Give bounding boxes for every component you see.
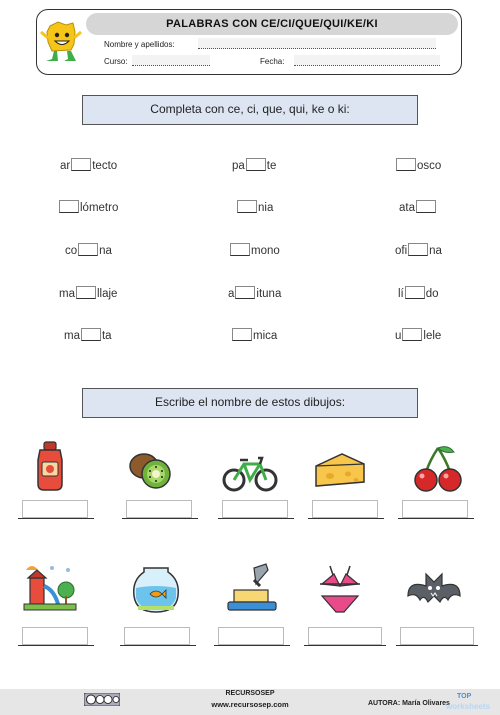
word-suffix: mica [253,330,278,342]
cheese-icon [312,442,368,498]
instruction-write: Escribe el nombre de estos dibujos: [82,388,418,418]
course-field[interactable] [132,55,210,66]
word-prefix: ata [399,202,415,214]
blank-field[interactable] [405,286,425,299]
answer-line [120,645,196,646]
blank-field[interactable] [76,286,96,299]
word-item [65,242,112,260]
blank-field[interactable] [78,243,98,256]
answer-line [396,645,478,646]
word-suffix: ituna [256,288,282,300]
blank-field[interactable] [396,158,416,171]
word-prefix: lí [398,288,404,300]
blank-field[interactable] [246,158,266,171]
word-prefix: ma [59,288,75,300]
word-prefix: ar [60,160,71,172]
blank-field[interactable] [232,328,252,341]
word-item [64,327,112,345]
word-suffix: mono [251,245,280,257]
answer-line [18,518,94,519]
word-item [395,157,441,175]
site-url[interactable]: www.recursosep.com [211,700,289,709]
answer-line [214,645,290,646]
word-prefix: ofi [395,245,408,257]
answer-line [18,645,94,646]
word-prefix: pa [232,160,245,172]
blank-field[interactable] [230,243,250,256]
blank-field[interactable] [81,328,101,341]
answer-field[interactable] [218,627,284,645]
bikini-icon [312,562,368,618]
word-suffix: lómetro [80,202,119,214]
bicycle-icon [222,444,278,500]
word-item [399,199,437,217]
word-item [231,327,277,345]
word-item [395,327,441,345]
name-label: Nombre y apellidos: [104,40,175,49]
answer-line [398,518,474,519]
author: AUTORA: María Olivares [368,700,450,707]
answer-field[interactable] [308,627,382,645]
word-item [228,285,281,303]
blank-field[interactable] [402,328,422,341]
word-item [59,285,117,303]
instruction-complete: Completa con ce, ci, que, qui, ke o ki: [82,95,418,125]
word-suffix: lele [423,330,442,342]
site-name: RECURSOSEP [225,690,275,697]
answer-field[interactable] [22,627,88,645]
date-label: Fecha: [260,57,285,66]
word-item [229,242,280,260]
blank-field[interactable] [71,158,91,171]
answer-field[interactable] [22,500,88,518]
answer-field[interactable] [222,500,288,518]
brand-top: TOP [457,693,472,700]
word-item [60,157,117,175]
blank-field[interactable] [408,243,428,256]
answer-field[interactable] [126,500,192,518]
word-prefix: co [65,245,78,257]
word-suffix: te [266,160,277,172]
answer-line [218,518,294,519]
word-item [395,242,442,260]
word-item [236,199,273,217]
answer-field[interactable] [312,500,378,518]
word-suffix: na [429,245,442,257]
blank-field[interactable] [235,286,255,299]
word-prefix: ma [64,330,80,342]
word-item [398,285,439,303]
answer-field[interactable] [124,627,190,645]
word-suffix: tecto [92,160,118,172]
butter-icon [224,562,280,618]
word-item [232,157,276,175]
ketchup-icon [22,440,78,496]
page-title: PALABRAS CON CE/CI/QUE/QUI/KE/KI [86,13,458,35]
word-prefix: a [228,288,235,300]
course-label: Curso: [104,57,128,66]
word-suffix: llaje [96,288,118,300]
word-suffix: nia [258,202,274,214]
bat-icon [406,566,462,622]
answer-line [304,645,386,646]
park-icon [22,560,78,616]
blank-field[interactable] [237,200,257,213]
cherries-icon [410,442,466,498]
kiwi-icon [122,442,178,498]
blank-field[interactable] [416,200,436,213]
word-suffix: do [425,288,439,300]
name-field[interactable] [198,38,436,49]
word-item [58,199,118,217]
answer-field[interactable] [400,627,474,645]
word-suffix: ta [101,330,112,342]
answer-field[interactable] [402,500,468,518]
word-suffix: na [99,245,112,257]
word-suffix: osco [417,160,442,172]
date-field[interactable] [294,55,440,66]
mascot-icon [38,20,84,64]
answer-line [308,518,384,519]
word-prefix: u [395,330,402,342]
answer-line [122,518,198,519]
brand-bottom: worksheets [446,702,491,711]
fishbowl-icon [128,562,184,618]
blank-field[interactable] [59,200,79,213]
